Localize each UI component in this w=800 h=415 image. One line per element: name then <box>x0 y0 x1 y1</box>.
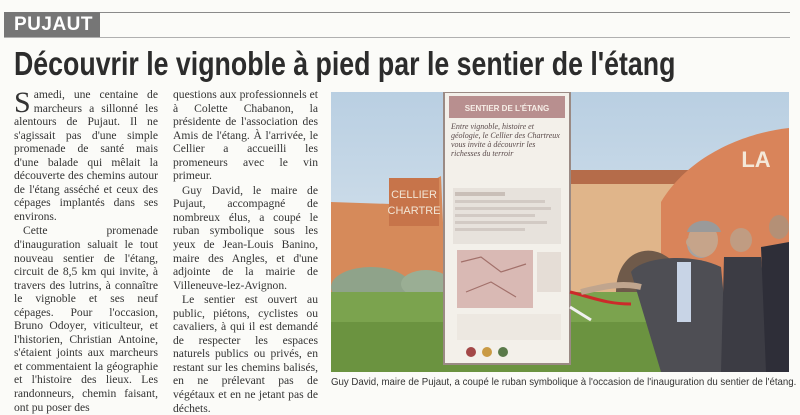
article-column-1 <box>14 88 158 414</box>
cellier-sign-text: CELLIER <box>391 189 437 201</box>
headline: Découvrir le vignoble à pied par le sentier de l'étang <box>14 45 676 82</box>
paragraph: Guy David, le maire de Pujaut, accompagné de nombreux élus, a coupé le ruban symbolique sous les yeux de Jean-Louis Banino, maire des Angles, et d'une adjointe de la mairie de Villeneuve-lez-Avignon. <box>173 183 318 292</box>
section-rule <box>4 37 790 38</box>
top-rule <box>100 12 790 13</box>
panel-title: Entre vignoble, histoire et géologie, le Cellier des Chartreux vous invite à découvrir les richesses du terroir <box>451 122 560 158</box>
cellier-sign-panel <box>389 178 439 226</box>
building-sign: LA <box>741 147 771 172</box>
panel-map <box>457 250 533 308</box>
chartre-sign-text: CHARTRE <box>387 205 441 217</box>
paragraph: amedi, une centaine de marcheurs a sillonné les alentours de Pujaut. Il ne s'agissait pas d'une simple promenade de santé mais d'une balade qui mêlait la découverte des chemins autour de l'étang asséché et ceux des cépages implantés dans ses environs. <box>14 88 158 223</box>
photo-illustration <box>331 92 789 372</box>
photo-caption: Guy David, maire de Pujaut, a coupé le ruban symbolique à l'occasion de l'inauguration du sentier de l'étang. <box>331 377 797 388</box>
section-tag: PUJAUT <box>4 12 100 37</box>
paragraph: Le sentier est ouvert au public, piétons, cyclistes ou cavaliers, à qui il est demandé de respecter les espaces naturels publics ou privés, en restant sur les chemins balisés, en ne prélevant pas de végétaux et en ne jetant pas de déchets. <box>173 293 318 415</box>
article-photo <box>331 92 789 372</box>
paragraph: Cette promenade d'inauguration saluait le tout nouveau sentier de l'étang, circuit de 8,5 km qui invite, à travers des lutrins, à connaître le vignoble et ses neuf cépages. Pour l'occasion, Bruno Odoyer, viticulteur, et l'historien, Christian Antoine, s'étaient joints aux marcheurs et commentaient la géographie et l'histoire des lieux. Les randonneurs, chemin faisant, ont pu poser des <box>14 224 158 414</box>
article-column-2 <box>173 88 318 415</box>
drop-cap: S <box>14 86 31 119</box>
svg-text:SENTIER DE L'ÉTANG: SENTIER DE L'ÉTANG <box>464 104 550 113</box>
paragraph: questions aux professionnels et à Colette Chabanon, la présidente de l'association des Amis de l'étang. À l'arrivée, le Cellier a accueilli les promeneurs avec le vin primeur. <box>173 88 318 183</box>
